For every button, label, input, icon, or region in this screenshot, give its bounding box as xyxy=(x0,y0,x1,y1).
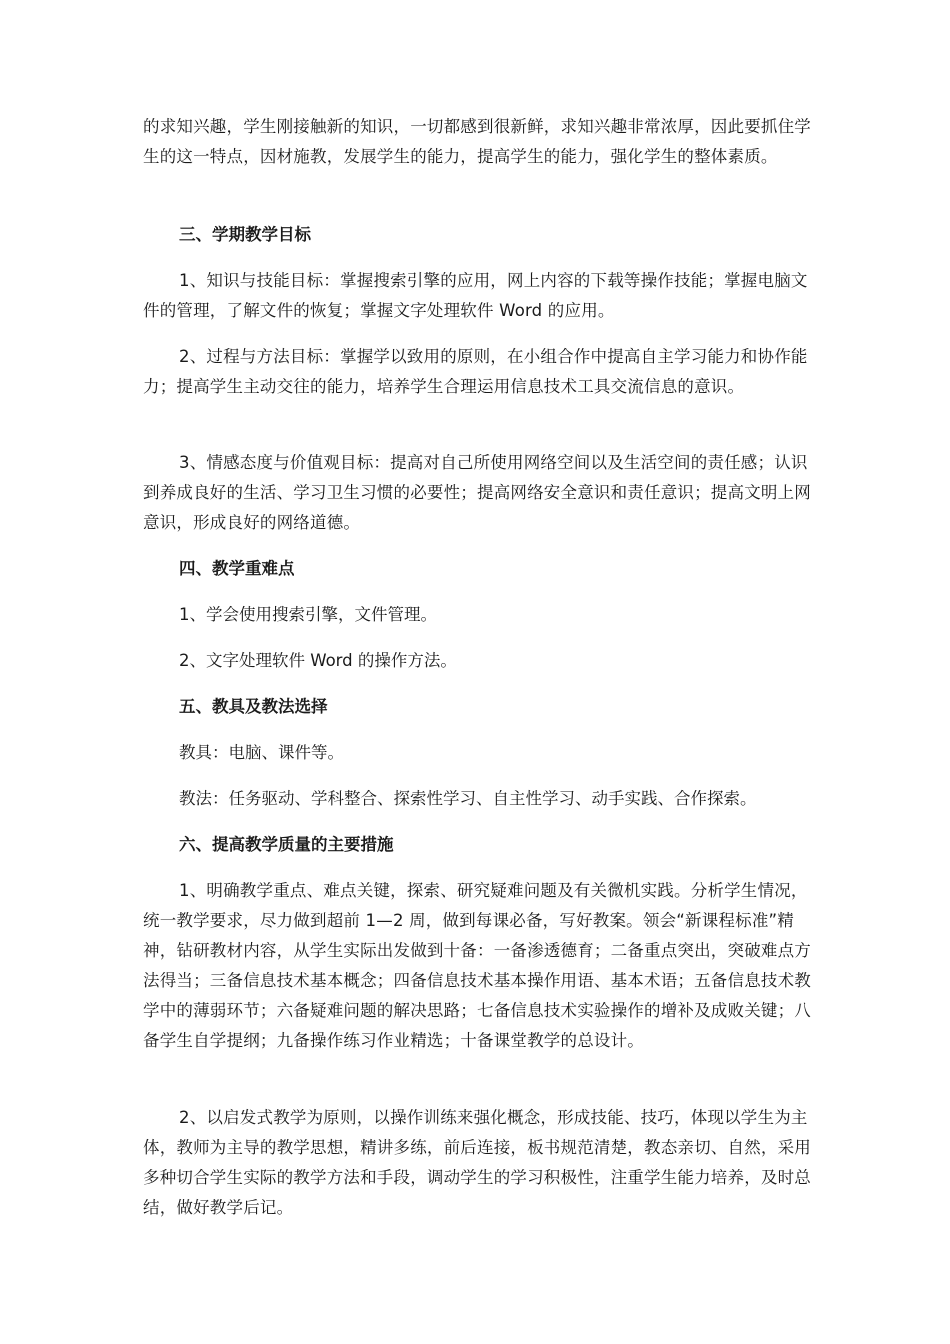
section-3-item-3: 3、情感态度与价值观目标：提高对自己所使用网络空间以及生活空间的责任感；认识到养成良好的生活、学习卫生习惯的必要性；提高网络安全意识和责任意识；提高文明上网意识，形成良好的网络道德。 xyxy=(143,453,811,532)
section-5-methods: 教法：任务驱动、学科整合、探索性学习、自主性学习、动手实践、合作探索。 xyxy=(179,789,757,808)
section-3-item-1: 1、知识与技能目标：掌握搜索引擎的应用，网上内容的下载等操作技能；掌握电脑文件的管理，了解文件的恢复；掌握文字处理软件 Word 的应用。 xyxy=(143,271,808,320)
section-3-heading: 三、学期教学目标 xyxy=(179,225,311,244)
section-6-item-1: 1、明确教学重点、难点关键，探索、研究疑难问题及有关微机实践。分析学生情况，统一教学要求，尽力做到超前 1—2 周，做到每课必备，写好教案。领会“新课程标准”精神，钻研教材内容，从学生实际出发做到十备：一备渗透德育；二备重点突出，突破难点方法得当；三备信息技术基本概念；四备信息技术基本操作用语、基本术语；五备信息技术教学中的薄弱环节；六备疑难问题的解决思路；七备信息技术实验操作的增补及成败关键；八备学生自学提纲；九备操作练习作业精选；十备课堂教学的总设计。 xyxy=(143,881,811,1050)
section-4-item-1: 1、学会使用搜索引擎，文件管理。 xyxy=(179,605,437,624)
section-5-heading: 五、教具及教法选择 xyxy=(179,697,328,716)
section-6-heading: 六、提高教学质量的主要措施 xyxy=(179,835,394,854)
section-4-item-2: 2、文字处理软件 Word 的操作方法。 xyxy=(179,651,457,670)
section-3-item-2: 2、过程与方法目标：掌握学以致用的原则，在小组合作中提高自主学习能力和协作能力；提高学生主动交往的能力，培养学生合理运用信息技术工具交流信息的意识。 xyxy=(143,347,808,396)
section-4-heading: 四、教学重难点 xyxy=(179,559,295,578)
section-5-tools: 教具：电脑、课件等。 xyxy=(179,743,344,762)
intro-paragraph: 的求知兴趣，学生刚接触新的知识，一切都感到很新鲜，求知兴趣非常浓厚，因此要抓住学生的这一特点，因材施教，发展学生的能力，提高学生的能力，强化学生的整体素质。 xyxy=(143,117,811,166)
section-6-item-2: 2、以启发式教学为原则，以操作训练来强化概念，形成技能、技巧，体现以学生为主体，教师为主导的教学思想，精讲多练，前后连接，板书规范清楚，教态亲切、自然，采用多种切合学生实际的教学方法和手段，调动学生的学习积极性，注重学生能力培养，及时总结，做好教学后记。 xyxy=(143,1108,811,1217)
